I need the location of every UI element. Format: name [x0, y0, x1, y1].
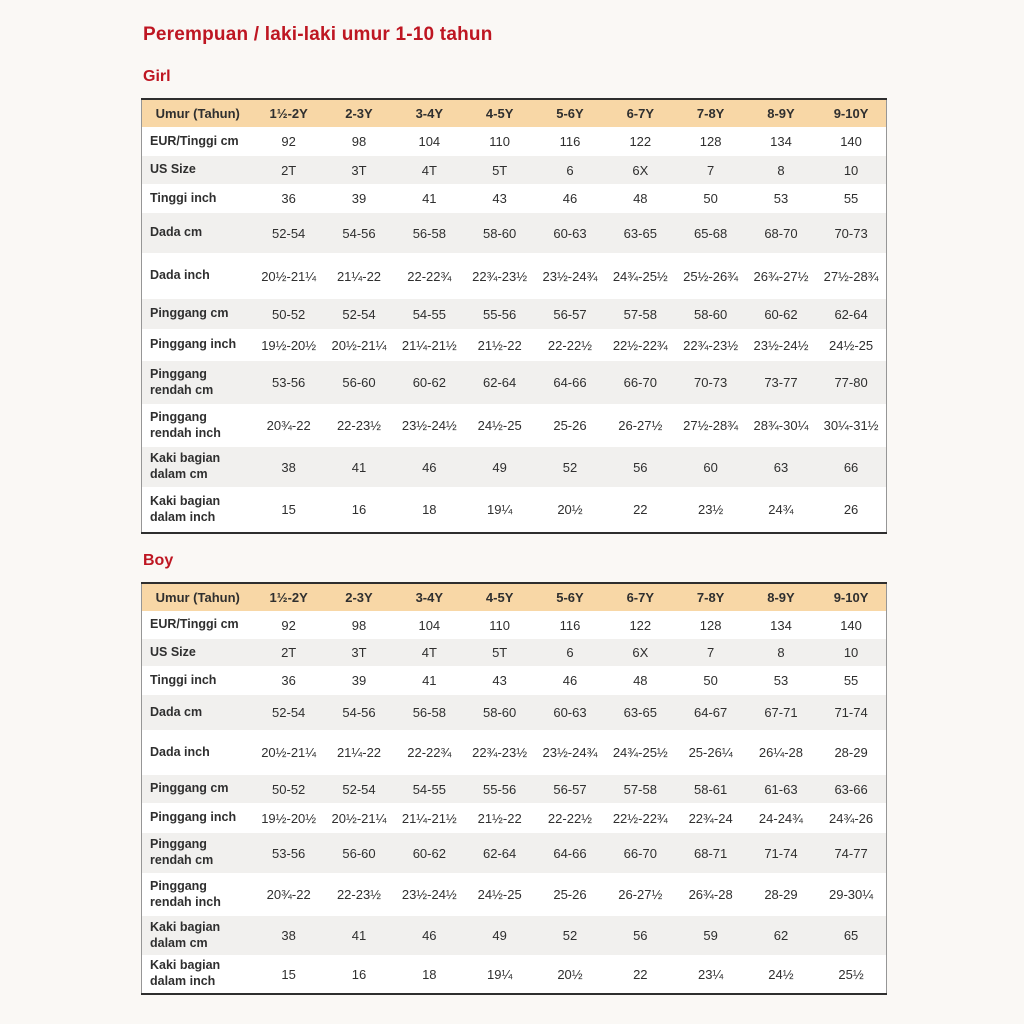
row-label: Pinggang rendah inch — [150, 878, 221, 909]
size-value: 43 — [492, 191, 507, 206]
row-label: Pinggang rendah cm — [150, 837, 214, 867]
age-range-header: 9-10Y — [833, 106, 869, 121]
size-value: 24¾ — [768, 502, 794, 517]
size-value: 59 — [703, 928, 718, 943]
size-value: 60-62 — [764, 306, 798, 322]
girl-size-table — [141, 98, 887, 534]
size-value: 110 — [489, 134, 511, 149]
size-value: 98 — [351, 617, 367, 633]
size-value: 20½-21¼ — [261, 745, 317, 760]
size-value: 27½-28¾ — [683, 418, 739, 433]
row-label: Pinggang inch — [150, 810, 237, 825]
page-title: Perempuan / laki-laki umur 1-10 tahun — [143, 24, 493, 45]
size-value: 64-66 — [553, 375, 587, 390]
size-value: 24½-25 — [829, 337, 874, 353]
section-title-girl: Girl — [143, 68, 171, 85]
size-value: 18 — [422, 966, 437, 982]
size-value: 22-22½ — [547, 337, 593, 353]
size-value: 20½ — [557, 502, 583, 517]
size-value: 24½-25 — [477, 887, 522, 902]
size-value: 21½-22 — [477, 337, 522, 353]
size-value: 8 — [777, 645, 785, 660]
size-value: 18 — [422, 502, 437, 517]
size-value: 2T — [281, 645, 297, 660]
size-value: 55-56 — [483, 306, 517, 322]
size-value: 53-56 — [272, 845, 306, 861]
size-value: 38 — [281, 928, 296, 943]
row-label: Kaki bagian dalam cm — [150, 451, 221, 481]
age-range-header: 3-4Y — [415, 590, 444, 605]
size-value: 22-23½ — [336, 887, 382, 902]
row-label: Dada inch — [150, 268, 210, 283]
size-value: 58-60 — [694, 306, 728, 322]
size-value: 36 — [281, 191, 296, 206]
size-value: 57-58 — [623, 306, 657, 322]
size-value: 30¼-31½ — [823, 418, 879, 433]
table-row — [142, 611, 887, 639]
size-value: 58-61 — [694, 781, 728, 797]
size-value: 2T — [281, 162, 297, 178]
size-value: 52-54 — [342, 781, 376, 797]
row-label: Pinggang cm — [150, 781, 229, 796]
size-value: 26¾-27½ — [753, 268, 809, 284]
size-value: 23½ — [697, 502, 724, 517]
size-value: 21¼-22 — [336, 268, 382, 284]
table-row — [142, 329, 887, 361]
size-value: 62 — [773, 928, 789, 943]
age-range-header: 2-3Y — [345, 590, 373, 605]
size-value: 65 — [843, 928, 859, 943]
size-value: 20½-21¼ — [261, 268, 317, 284]
size-value: 26-27½ — [618, 887, 663, 902]
size-value: 6 — [566, 645, 574, 660]
size-value: 48 — [633, 673, 648, 688]
table-row — [142, 184, 887, 213]
size-value: 50 — [703, 673, 718, 688]
size-value: 62-64 — [483, 845, 517, 861]
size-value: 52-54 — [272, 225, 306, 241]
size-value: 60-62 — [412, 375, 446, 390]
size-value: 56-58 — [412, 225, 446, 241]
size-value: 22½-22¾ — [612, 337, 668, 353]
size-value: 66-70 — [623, 375, 657, 390]
size-value: 56-57 — [553, 306, 587, 322]
size-value: 73-77 — [764, 375, 798, 390]
boy-size-table — [141, 582, 887, 995]
row-label: Kaki bagian dalam inch — [150, 958, 221, 988]
size-value: 22 — [633, 502, 648, 517]
size-value: 25½ — [838, 966, 864, 982]
size-value: 140 — [840, 134, 862, 149]
size-value: 63-65 — [623, 705, 657, 720]
table-row — [142, 127, 887, 156]
size-value: 6X — [632, 162, 649, 178]
size-value: 27½-28¾ — [823, 268, 879, 284]
size-value: 20¾-22 — [266, 418, 311, 433]
size-value: 116 — [559, 617, 581, 633]
size-value: 41 — [351, 928, 367, 943]
row-label: Dada cm — [150, 704, 203, 719]
size-value: 7 — [707, 162, 715, 178]
size-value: 128 — [699, 617, 722, 633]
size-value: 25-26 — [553, 887, 587, 902]
size-value: 63-66 — [834, 781, 868, 797]
size-value: 24¾-25½ — [612, 745, 668, 760]
size-chart-page — [141, 0, 889, 995]
size-value: 21½-22 — [477, 810, 522, 826]
size-value: 39 — [351, 673, 367, 688]
size-value: 74-77 — [834, 845, 868, 861]
size-value: 20½-21¼ — [331, 810, 387, 826]
size-value: 55 — [843, 191, 859, 206]
table-row — [142, 803, 887, 833]
size-value: 22 — [633, 966, 648, 982]
size-value: 22-22¾ — [407, 268, 452, 284]
size-value: 19¼ — [486, 502, 513, 517]
size-value: 23½-24½ — [753, 337, 809, 353]
size-value: 28¾-30¼ — [753, 418, 809, 433]
size-value: 22-22½ — [547, 810, 593, 826]
age-range-header: 3-4Y — [415, 106, 444, 121]
row-label: Dada cm — [150, 225, 203, 240]
row-label: Kaki bagian dalam inch — [150, 493, 221, 524]
table-row — [142, 639, 887, 666]
row-label: US Size — [150, 644, 196, 659]
size-value: 58-60 — [483, 225, 517, 241]
size-value: 56-60 — [342, 845, 376, 861]
age-range-header: 7-8Y — [696, 590, 725, 605]
size-value: 22½-22¾ — [612, 810, 668, 826]
size-value: 6 — [566, 162, 574, 178]
row-label: Pinggang inch — [150, 337, 237, 352]
size-value: 53-56 — [272, 375, 306, 390]
size-value: 39 — [351, 191, 367, 206]
size-value: 66-70 — [623, 845, 657, 861]
size-value: 16 — [351, 966, 367, 982]
size-value: 22¾-24 — [688, 810, 733, 826]
size-value: 122 — [629, 134, 652, 149]
size-value: 24½-25 — [477, 418, 522, 433]
size-value: 67-71 — [764, 705, 798, 720]
size-value: 23¼ — [697, 966, 724, 982]
age-range-header: 6-7Y — [626, 590, 655, 605]
size-value: 26¼-28 — [758, 745, 803, 760]
size-value: 56-57 — [553, 781, 587, 797]
size-value: 66 — [843, 459, 859, 475]
section-girl — [141, 68, 889, 534]
header-row — [142, 583, 887, 611]
size-value: 22¾-23½ — [683, 337, 739, 353]
size-value: 46 — [422, 928, 437, 943]
size-value: 41 — [422, 191, 437, 206]
table-row — [142, 833, 887, 873]
size-value: 50-52 — [272, 781, 306, 797]
size-value: 28-29 — [834, 745, 868, 760]
size-value: 26 — [843, 502, 859, 517]
size-value: 49 — [492, 928, 507, 943]
size-value: 104 — [418, 617, 441, 633]
size-value: 5T — [492, 162, 508, 178]
size-value: 70-73 — [834, 225, 868, 241]
age-range-header: 5-6Y — [556, 106, 584, 121]
size-value: 7 — [707, 645, 715, 660]
table-row — [142, 666, 887, 695]
size-value: 26¾-28 — [688, 887, 733, 902]
size-value: 10 — [843, 645, 859, 660]
size-value: 92 — [281, 134, 296, 149]
size-value: 4T — [421, 645, 437, 660]
size-value: 20¾-22 — [266, 887, 311, 902]
size-value: 71-74 — [764, 845, 798, 861]
size-value: 53 — [773, 673, 789, 688]
age-range-header: 1½-2Y — [269, 590, 308, 605]
size-value: 71-74 — [834, 705, 868, 720]
size-value: 22¾-23½ — [472, 745, 528, 760]
size-value: 52 — [562, 459, 578, 475]
size-value: 20½ — [557, 966, 583, 982]
size-value: 104 — [418, 134, 441, 149]
section-title-boy: Boy — [143, 552, 174, 569]
size-value: 15 — [281, 502, 296, 517]
age-range-header: 1½-2Y — [269, 106, 308, 121]
size-value: 56-58 — [412, 705, 446, 720]
row-label: Kaki bagian dalam cm — [150, 919, 221, 950]
size-value: 46 — [422, 459, 437, 475]
size-value: 61-63 — [764, 781, 798, 797]
size-value: 54-56 — [342, 705, 376, 720]
row-label: Pinggang rendah inch — [150, 409, 221, 440]
size-value: 68-71 — [694, 845, 728, 861]
size-value: 23½-24¾ — [542, 268, 598, 284]
row-label: Tinggi inch — [150, 190, 217, 205]
size-value: 52-54 — [342, 306, 376, 322]
size-value: 4T — [421, 162, 437, 178]
size-value: 60 — [703, 459, 718, 475]
row-label: Pinggang cm — [150, 306, 229, 321]
size-value: 20½-21¼ — [331, 337, 387, 353]
size-value: 58-60 — [483, 705, 517, 720]
size-value: 60-62 — [412, 845, 446, 861]
row-label: EUR/Tinggi cm — [150, 133, 239, 148]
size-value: 54-55 — [412, 781, 446, 797]
age-range-header: 9-10Y — [833, 590, 869, 605]
row-label: Dada inch — [150, 744, 210, 759]
size-value: 134 — [770, 617, 792, 633]
age-column-header: Umur (Tahun) — [155, 106, 240, 121]
size-value: 23½-24½ — [401, 887, 457, 902]
size-value: 41 — [422, 673, 437, 688]
row-label: US Size — [150, 162, 196, 177]
table-row — [142, 955, 887, 994]
size-value: 54-56 — [342, 225, 376, 241]
size-value: 28-29 — [764, 887, 798, 902]
age-range-header: 6-7Y — [626, 106, 655, 121]
age-range-header: 8-9Y — [767, 590, 795, 605]
size-value: 29-30¼ — [829, 887, 874, 902]
size-value: 16 — [351, 502, 367, 517]
size-value: 41 — [351, 459, 367, 475]
size-value: 19¼ — [486, 966, 513, 982]
size-value: 70-73 — [694, 375, 728, 390]
size-value: 98 — [351, 134, 367, 149]
size-value: 140 — [840, 617, 862, 633]
age-range-header: 5-6Y — [556, 590, 584, 605]
row-label: EUR/Tinggi cm — [150, 617, 239, 632]
size-value: 48 — [633, 191, 648, 206]
size-value: 15 — [281, 966, 296, 982]
size-value: 21¼-21½ — [401, 810, 457, 826]
size-value: 23½-24½ — [401, 418, 457, 433]
age-range-header: 7-8Y — [696, 106, 725, 121]
size-value: 134 — [770, 134, 792, 149]
size-value: 22-23½ — [336, 418, 382, 433]
age-range-header: 8-9Y — [767, 106, 795, 121]
size-value: 38 — [281, 459, 296, 475]
table-row — [142, 873, 887, 916]
size-value: 24½ — [768, 966, 794, 982]
size-value: 36 — [281, 673, 296, 688]
size-value: 8 — [777, 162, 785, 178]
size-value: 62-64 — [834, 306, 868, 322]
size-value: 6X — [632, 645, 649, 660]
table-row — [142, 404, 887, 447]
row-label: Tinggi inch — [150, 672, 217, 687]
table-row — [142, 156, 887, 184]
age-range-header: 4-5Y — [485, 106, 514, 121]
size-value: 46 — [562, 673, 578, 688]
table-row — [142, 299, 887, 329]
size-value: 3T — [351, 645, 367, 660]
size-value: 64-66 — [553, 845, 587, 861]
table-row — [142, 730, 887, 775]
size-value: 62-64 — [483, 375, 517, 390]
size-value: 23½-24¾ — [542, 745, 598, 760]
size-value: 50-52 — [272, 306, 306, 322]
age-range-header: 4-5Y — [485, 590, 514, 605]
size-value: 22¾-23½ — [472, 268, 528, 284]
size-value: 43 — [492, 673, 507, 688]
size-value: 52-54 — [272, 705, 306, 720]
table-row — [142, 213, 887, 253]
size-value: 52 — [562, 928, 578, 943]
size-value: 25-26¼ — [688, 745, 733, 760]
table-row — [142, 361, 887, 404]
age-range-header: 2-3Y — [345, 106, 373, 121]
size-value: 55-56 — [483, 781, 517, 797]
size-value: 46 — [562, 191, 578, 206]
size-value: 24¾-26 — [829, 810, 874, 826]
row-label: Pinggang rendah cm — [150, 366, 214, 397]
size-value: 5T — [492, 645, 508, 660]
size-value: 10 — [843, 162, 859, 178]
table-row — [142, 253, 887, 299]
size-value: 60-63 — [553, 705, 587, 720]
size-value: 60-63 — [553, 225, 587, 241]
size-value: 64-67 — [694, 705, 728, 720]
header-row — [142, 99, 887, 127]
size-value: 19½-20½ — [261, 810, 317, 826]
size-value: 21¼-21½ — [401, 337, 457, 353]
table-row — [142, 695, 887, 730]
size-value: 56 — [633, 928, 648, 943]
size-value: 49 — [492, 459, 507, 475]
size-value: 128 — [699, 134, 722, 149]
size-value: 110 — [489, 617, 511, 633]
size-value: 56 — [633, 459, 648, 475]
size-value: 24¾-25½ — [612, 268, 668, 284]
size-value: 56-60 — [342, 375, 376, 390]
size-value: 24-24¾ — [758, 810, 803, 826]
size-value: 25½-26¾ — [683, 268, 739, 284]
size-value: 116 — [559, 134, 581, 149]
size-value: 50 — [703, 191, 718, 206]
size-value: 22-22¾ — [407, 745, 452, 760]
table-row — [142, 447, 887, 487]
size-value: 26-27½ — [618, 418, 663, 433]
age-column-header: Umur (Tahun) — [155, 590, 240, 605]
size-value: 63 — [773, 459, 789, 475]
table-row — [142, 487, 887, 533]
size-value: 3T — [351, 162, 367, 178]
size-value: 53 — [773, 191, 789, 206]
size-value: 122 — [629, 617, 652, 633]
size-value: 57-58 — [623, 781, 657, 797]
size-value: 92 — [281, 617, 296, 633]
section-boy — [141, 552, 889, 995]
size-value: 77-80 — [834, 375, 868, 390]
size-value: 25-26 — [553, 418, 587, 433]
size-value: 21¼-22 — [336, 745, 382, 760]
size-value: 19½-20½ — [261, 337, 317, 353]
table-row — [142, 775, 887, 803]
size-value: 54-55 — [412, 306, 446, 322]
size-value: 55 — [843, 673, 859, 688]
size-value: 63-65 — [623, 225, 657, 241]
size-value: 68-70 — [764, 225, 798, 241]
table-row — [142, 916, 887, 955]
size-value: 65-68 — [694, 225, 728, 241]
